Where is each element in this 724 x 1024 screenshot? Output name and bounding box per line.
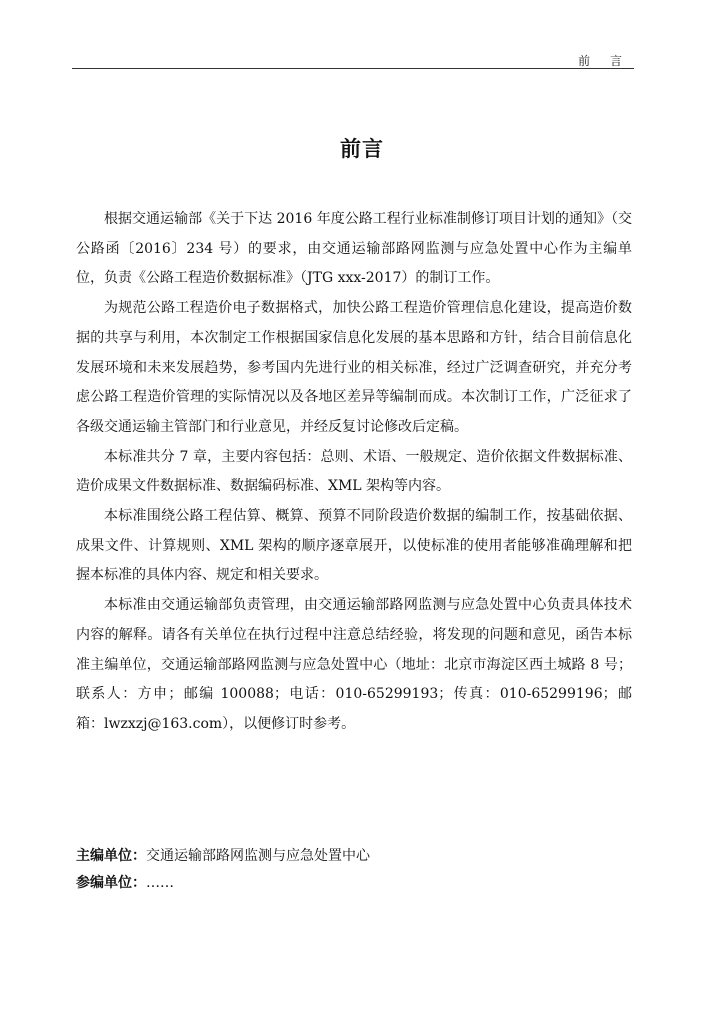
header-divider — [72, 68, 634, 69]
participant-line — [76, 870, 632, 897]
chief-editor-line — [76, 843, 632, 870]
body-text — [76, 205, 632, 740]
paragraph-5: 本标准由交通运输部负责管理，由交通运输部路网监测与应急处置中心负责具体技术内容的解释。请各有关单位在执行过程中注意总结经验，将发现的问题和意见，函告本标准主编单位，交通运输部路网监测与应急处置中心（地址：北京市海淀区西土城路 8 号；联系人：方申；邮编 100088；电话：010-65299193；传真：010-65299196；邮箱：lwzxzj@163.com），以便修订时参考。 — [76, 597, 632, 732]
participant-value: …… — [146, 875, 174, 891]
credits-block — [76, 843, 632, 897]
running-header: 前 言 — [578, 54, 630, 68]
chief-editor-label: 主编单位： — [76, 848, 146, 864]
page-title: 前言 — [340, 137, 384, 161]
participant-label: 参编单位： — [76, 875, 146, 891]
paragraph-2: 为规范公路工程造价电子数据格式，加快公路工程造价管理信息化建设，提高造价数据的共享与利用，本次制定工作根据国家信息化发展的基本思路和方针，结合目前信息化发展环境和未来发展趋势，参考国内先进行业的相关标准，经过广泛调查研究，并充分考虑公路工程造价管理的实际情况以及各地区差异等编制而成。本次制订工作，广泛征求了各级交通运输主管部门和行业意见，并经反复讨论修改后定稿。 — [76, 300, 632, 435]
chief-editor-value: 交通运输部路网监测与应急处置中心 — [146, 848, 370, 864]
paragraph-4: 本标准围绕公路工程估算、概算、预算不同阶段造价数据的编制工作，按基础依据、成果文件、计算规则、XML 架构的顺序逐章展开，以使标准的使用者能够准确理解和把握本标准的具体内容、规定和相关要求。 — [76, 508, 632, 584]
paragraph-1: 根据交通运输部《关于下达 2016 年度公路工程行业标准制修订项目计划的通知》（交公路函〔2016〕234 号）的要求，由交通运输部路网监测与应急处置中心作为主编单位，负责《公路工程造价数据标准》（JTG xxx-2017）的制订工作。 — [76, 211, 632, 287]
paragraph-3: 本标准共分 7 章，主要内容包括：总则、术语、一般规定、造价依据文件数据标准、造价成果文件数据标准、数据编码标准、XML 架构等内容。 — [76, 448, 632, 495]
